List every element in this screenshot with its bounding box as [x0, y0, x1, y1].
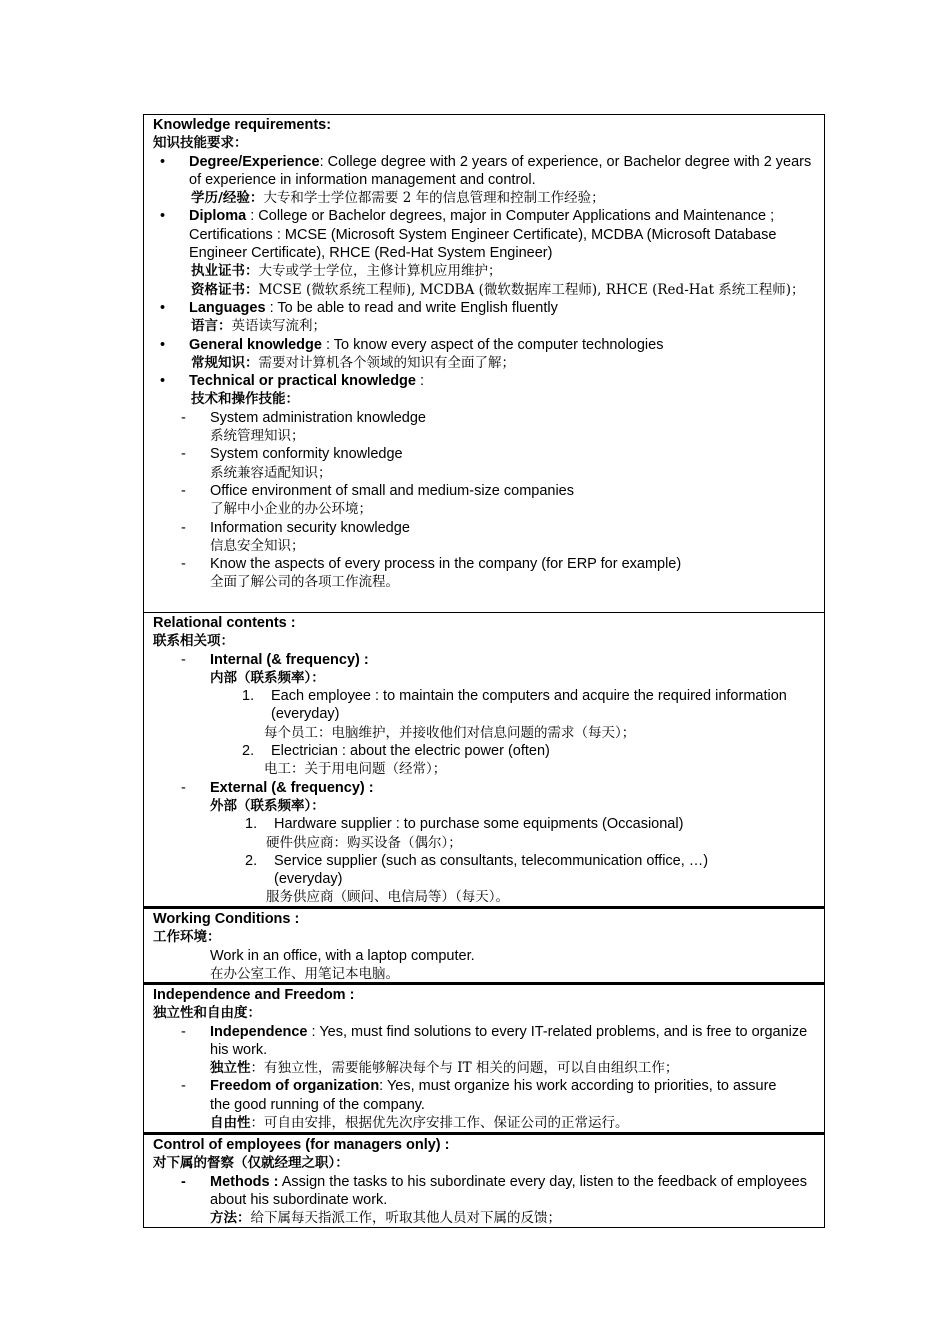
diploma-cn1-label: 执业证书：	[191, 263, 259, 280]
item-number: 2.	[245, 852, 258, 869]
internal-item-cn: 每个员工：电脑维护，并接收他们对信息问题的需求（每天）；	[264, 724, 636, 741]
document-page	[143, 114, 825, 1228]
external-item-en: Service supplier (such as consultants, telecommunication office, …) (everyday)	[274, 852, 709, 888]
freedom-cn	[153, 1114, 824, 1132]
technical-label: Technical or practical knowledge	[189, 373, 416, 390]
degree-cn-label: 学历/经验：	[191, 190, 264, 207]
freedom-text: : Yes, must organize his work according to priorities, to assure the good running of the company.	[210, 1078, 777, 1113]
dash-icon: -	[181, 779, 186, 796]
languages-label: Languages	[189, 299, 266, 316]
tech-item-cn: 了解中小企业的办公环境；	[210, 501, 372, 518]
bullet-icon: •	[160, 299, 166, 316]
external-label: External (& frequency) :	[210, 779, 374, 796]
list-item	[153, 519, 824, 537]
list-item	[153, 555, 824, 573]
item-number: 1.	[245, 816, 258, 833]
tech-item-en: System administration knowledge	[210, 409, 426, 426]
methods-item	[153, 1173, 824, 1210]
relational-section	[143, 613, 825, 907]
tech-item-en: System conformity knowledge	[210, 446, 403, 463]
tech-item-en: Know the aspects of every process in the company (for ERP for example)	[210, 556, 682, 573]
working-text-cn: 在办公室工作、用笔记本电脑。	[210, 965, 399, 982]
diploma-cn2-text: MCSE (微软系统工程师), MCDBA (微软数据库工程师), RHCE (Red-Hat 系统工程师)；	[258, 281, 805, 298]
working-text: Work in an office, with a laptop computer.	[210, 947, 475, 964]
languages-text: : To be able to read and write English fluently	[265, 299, 558, 316]
dash-icon: -	[181, 1078, 186, 1095]
internal-item-en: Electrician : about the electric power (often)	[271, 743, 550, 760]
general-cn	[153, 354, 824, 372]
technical-text: :	[415, 373, 425, 390]
diploma-item	[153, 207, 824, 262]
methods-cn-text: 给下属每天指派工作，听取其他人员对下属的反馈；	[250, 1210, 561, 1227]
diploma-cn2	[153, 281, 824, 299]
general-label: General knowledge	[189, 336, 322, 353]
dash-icon: -	[181, 1173, 186, 1190]
technical-cn: 技术和操作技能：	[191, 391, 299, 408]
diploma-label: Diploma	[189, 208, 247, 225]
degree-cn-text: 大专和学士学位都需要 2 年的信息管理和控制工作经验；	[263, 190, 605, 207]
dash-icon: -	[181, 409, 186, 426]
list-item	[153, 445, 824, 463]
knowledge-title: Knowledge requirements:	[153, 117, 332, 133]
relational-title-cn: 联系相关项：	[153, 633, 234, 650]
working-title: Working Conditions :	[153, 911, 300, 927]
list-item	[153, 482, 824, 500]
dash-icon: -	[181, 1023, 186, 1040]
general-cn-text: 需要对计算机各个领域的知识有全面了解；	[258, 354, 515, 371]
methods-cn-label: 方法：	[210, 1210, 251, 1227]
bullet-icon: •	[160, 373, 166, 390]
working-section	[143, 907, 825, 983]
control-title-cn: 对下属的督察（仅就经理之职）：	[153, 1155, 349, 1172]
list-item	[153, 742, 824, 760]
internal-cn: 内部（联系频率）：	[210, 669, 325, 686]
external-item-en: Hardware supplier : to purchase some equipments (Occasional)	[274, 816, 684, 833]
internal-item-cn: 电工：关于用电问题（经常）；	[264, 761, 447, 778]
diploma-cn1	[153, 262, 824, 280]
languages-cn	[153, 317, 824, 335]
general-cn-label: 常规知识：	[191, 354, 259, 371]
knowledge-section	[143, 114, 825, 613]
independence-item	[153, 1023, 824, 1060]
item-number: 1.	[242, 688, 255, 705]
bullet-icon: •	[160, 336, 166, 353]
methods-text: Assign the tasks to his subordinate every day, listen to the feedback of employees about his subordinate work.	[210, 1173, 807, 1208]
tech-item-cn: 全面了解公司的各项工作流程。	[210, 574, 399, 591]
independence-label: Independence	[210, 1023, 308, 1040]
dash-icon: -	[181, 519, 186, 536]
tech-item-cn: 信息安全知识；	[210, 537, 305, 554]
languages-item	[153, 299, 824, 317]
dash-icon: -	[181, 446, 186, 463]
freedom-item	[153, 1077, 824, 1114]
bullet-icon: •	[160, 153, 166, 170]
languages-cn-label: 语言：	[191, 318, 232, 335]
freedom-cn-label: 自由性	[210, 1115, 251, 1132]
degree-item	[153, 153, 824, 190]
list-item	[153, 815, 824, 833]
independence-cn-text: ：有独立性，需要能够解决每个与 IT 相关的问题，可以自由组织工作；	[250, 1060, 679, 1077]
tech-item-en: Information security knowledge	[210, 519, 410, 536]
methods-cn	[153, 1209, 824, 1227]
knowledge-title-cn: 知识技能要求：	[153, 135, 248, 152]
independence-title: Independence and Freedom :	[153, 987, 355, 1003]
diploma-cn1-text: 大专或学士学位，主修计算机应用维护；	[258, 263, 502, 280]
working-title-cn: 工作环境：	[153, 929, 221, 946]
external-item-cn: 硬件供应商：购买设备（偶尔）；	[266, 834, 462, 851]
independence-title-cn: 独立性和自由度：	[153, 1005, 261, 1022]
independence-cn-label: 独立性	[210, 1060, 251, 1077]
degree-cn	[153, 189, 824, 207]
list-item	[153, 409, 824, 427]
control-title: Control of employees (for managers only) :	[153, 1137, 450, 1153]
dash-icon: -	[181, 651, 186, 668]
external-item	[153, 779, 824, 797]
dash-icon: -	[181, 556, 186, 573]
external-cn: 外部（联系频率）：	[210, 797, 325, 814]
independence-text: : Yes, must find solutions to every IT-related problems, and is free to organize his work.	[210, 1023, 808, 1058]
tech-item-en: Office environment of small and medium-size companies	[210, 482, 575, 499]
general-text: : To know every aspect of the computer technologies	[321, 336, 664, 353]
list-item	[153, 852, 824, 889]
degree-text: : College degree with 2 years of experience, or Bachelor degree with 2 years of experience in information management and control.	[189, 153, 812, 188]
diploma-text: : College or Bachelor degrees, major in Computer Applications and Maintenance ; Certifications : MCSE (Microsoft System Engineer Certificate), MCDBA (Microsoft Database Engineer Certificate), RHCE (Red-Hat System Engineer)	[189, 208, 777, 262]
internal-item-en: Each employee : to maintain the computers and acquire the required information (everyday)	[271, 688, 787, 723]
external-item-cn: 服务供应商（顾问、电信局等）（每天）。	[266, 889, 509, 906]
freedom-cn-text: ：可自由安排，根据优先次序安排工作、保证公司的正常运行。	[250, 1115, 629, 1132]
tech-item-cn: 系统兼容适配知识；	[210, 464, 332, 481]
degree-label: Degree/Experience	[189, 153, 320, 170]
internal-item	[153, 651, 824, 669]
dash-icon: -	[181, 482, 186, 499]
methods-label: Methods :	[210, 1173, 279, 1190]
item-number: 2.	[242, 743, 255, 760]
languages-cn-text: 英语读写流利；	[231, 318, 326, 335]
general-item	[153, 336, 824, 354]
tech-item-cn: 系统管理知识；	[210, 428, 305, 445]
diploma-cn2-label: 资格证书：	[191, 281, 259, 298]
bullet-icon: •	[160, 208, 166, 225]
internal-label: Internal (& frequency) :	[210, 651, 369, 668]
relational-title: Relational contents :	[153, 615, 296, 631]
independence-section	[143, 983, 825, 1133]
independence-cn	[153, 1059, 824, 1077]
control-section	[143, 1133, 825, 1228]
technical-item	[153, 372, 824, 390]
list-item	[153, 687, 824, 724]
freedom-label: Freedom of organization	[210, 1078, 380, 1095]
